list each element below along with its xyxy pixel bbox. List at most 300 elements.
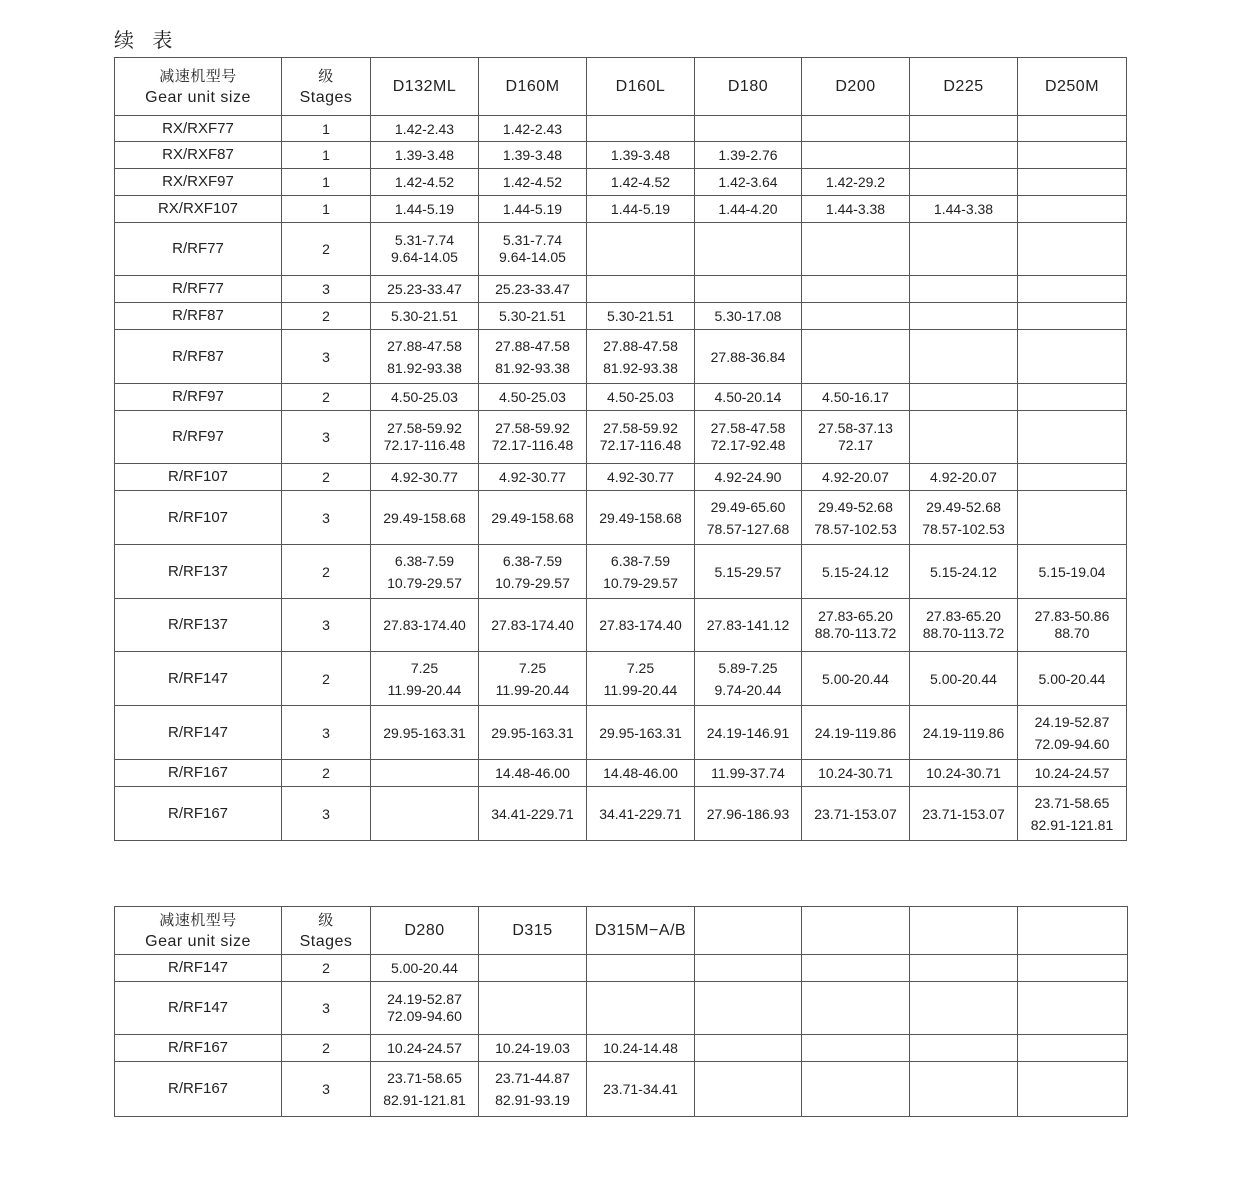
table-row [115,169,1127,196]
ratio-cell [371,491,479,545]
ratio-range: 1.42-2.43 [502,120,563,137]
ratio-range: 81.92-93.38 [603,359,678,376]
ratio-cell [371,1035,479,1062]
column-header-6 [910,907,1018,955]
ratio-cell [587,982,695,1035]
ratio-cell [802,303,910,330]
ratio-cell [1018,545,1127,599]
ratio-cell [802,142,910,169]
ratio-cell [587,411,695,464]
column-header-4 [695,907,802,955]
ratio-range: 23.71-34.41 [603,1081,678,1097]
ratio-range: 5.89-7.25 [718,659,778,676]
ratio-cell [1018,303,1127,330]
ratio-cell [479,982,587,1035]
model-cell: RX/RXF107 [115,196,282,223]
ratio-range: 5.00-20.44 [930,670,997,687]
ratio-range: 6.38-7.59 [610,552,671,569]
ratio-range: 29.49-158.68 [599,509,682,526]
model-cell: RX/RXF87 [115,142,282,169]
stage-cell: 2 [282,223,371,276]
ratio-range: 4.92-30.77 [607,469,674,485]
table-row [115,411,1127,464]
model-cell: R/RF167 [115,1062,282,1117]
ratio-range: 6.38-7.59 [394,552,455,569]
ratio-cell [1018,196,1127,223]
ratio-range: 78.57-102.53 [922,520,1005,537]
ratio-cell [910,464,1018,491]
ratio-range: 1.42-4.52 [502,174,563,190]
ratio-cell [802,599,910,652]
column-header-6: D225 [910,58,1018,116]
ratio-range: 24.19-52.87 [387,991,462,1007]
ratio-range: 7.25 [518,659,547,676]
ratio-cell [479,223,587,276]
ratio-cell [802,223,910,276]
ratio-range: 82.91-121.81 [383,1092,466,1108]
ratio-range: 9.74-20.44 [714,681,782,698]
ratio-cell [910,652,1018,706]
ratio-range: 23.71-58.65 [387,1070,462,1086]
ratio-cell [695,464,802,491]
stage-cell: 3 [282,330,371,384]
ratio-cell [802,652,910,706]
ratio-cell [802,330,910,384]
table-row [115,706,1127,760]
ratio-range: 10.24-30.71 [818,765,893,781]
ratio-cell [371,169,479,196]
ratio-cell [802,760,910,787]
table-header-row [115,907,1128,955]
ratio-cell [371,116,479,142]
table-row [115,196,1127,223]
ratio-cell [479,787,587,841]
ratio-cell [802,545,910,599]
ratio-range: 72.17-116.48 [383,437,466,453]
ratio-range: 10.24-30.71 [926,765,1001,781]
ratio-range: 5.15-29.57 [714,563,782,580]
ratio-cell [371,760,479,787]
ratio-range: 78.57-102.53 [814,520,897,537]
column-header-4: D180 [695,58,802,116]
ratio-range: 88.70 [1054,625,1090,641]
model-header-en: Gear unit size [145,88,251,106]
ratio-cell [910,599,1018,652]
ratio-range: 29.49-65.60 [710,498,786,515]
column-header-7 [1018,907,1128,955]
ratio-range: 1.44-5.19 [502,201,563,217]
ratio-cell [1018,955,1128,982]
stages-header-en: Stages [299,932,353,950]
ratio-cell [695,1062,802,1117]
model-cell: R/RF77 [115,276,282,303]
ratio-range: 11.99-37.74 [711,765,785,781]
ratio-cell [1018,142,1127,169]
ratio-range: 1.44-3.38 [825,201,886,217]
ratio-cell [1018,652,1127,706]
column-header-5 [802,907,910,955]
ratio-range: 23.71-44.87 [495,1070,570,1086]
ratio-range: 5.00-20.44 [822,670,889,687]
ratio-cell [802,196,910,223]
table-row [115,303,1127,330]
table-row [115,384,1127,411]
ratio-cell [479,955,587,982]
ratio-cell [695,330,802,384]
ratio-cell [371,706,479,760]
ratio-range: 5.15-24.12 [930,563,997,580]
model-header-cn: 减速机型号 [159,910,237,929]
ratio-cell [479,303,587,330]
ratio-cell [1018,599,1127,652]
ratio-cell [695,303,802,330]
model-cell: R/RF87 [115,303,282,330]
ratio-cell [1018,169,1127,196]
ratio-range: 1.42-4.52 [610,174,671,190]
ratio-cell [910,116,1018,142]
table-row [115,1062,1128,1117]
model-header [115,58,282,116]
ratio-cell [1018,330,1127,384]
page-title: 续 表 [114,28,179,52]
column-header-3: D315M−A/B [587,907,695,955]
column-header-1: D280 [371,907,479,955]
ratio-range: 9.64-14.05 [499,249,566,265]
ratio-cell [587,276,695,303]
ratio-cell [479,491,587,545]
table-header-row [115,58,1127,116]
ratio-cell [695,223,802,276]
ratio-range: 23.71-153.07 [922,805,1005,822]
ratio-cell [1018,223,1127,276]
ratio-range: 10.79-29.57 [387,574,462,591]
ratio-cell [371,303,479,330]
ratio-range: 29.49-52.68 [818,498,893,515]
gear-ratio-table-1 [114,57,1127,841]
model-cell: R/RF147 [115,982,282,1035]
ratio-range: 5.15-19.04 [1038,563,1106,580]
model-header [115,907,282,955]
ratio-range: 1.44-3.38 [933,201,994,217]
ratio-range: 1.44-5.19 [394,201,455,217]
ratio-range: 4.50-25.03 [607,389,674,405]
ratio-cell [695,196,802,223]
ratio-cell [587,116,695,142]
ratio-cell [371,1062,479,1117]
ratio-cell [371,330,479,384]
ratio-cell [695,411,802,464]
ratio-cell [1018,1062,1128,1117]
ratio-cell [1018,384,1127,411]
ratio-cell [910,545,1018,599]
ratio-cell [371,787,479,841]
ratio-range: 5.30-21.51 [391,308,458,324]
stage-cell: 1 [282,196,371,223]
ratio-range: 24.19-119.86 [814,724,897,741]
ratio-cell [479,196,587,223]
model-cell: R/RF147 [115,652,282,706]
ratio-range: 81.92-93.38 [495,359,570,376]
stage-cell: 1 [282,142,371,169]
ratio-range: 10.79-29.57 [495,574,570,591]
ratio-cell [695,142,802,169]
ratio-cell [479,384,587,411]
column-header-2: D160M [479,58,587,116]
ratio-range: 4.50-16.17 [822,389,889,405]
ratio-range: 88.70-113.72 [814,625,897,641]
model-cell: RX/RXF77 [115,116,282,142]
ratio-cell [802,384,910,411]
ratio-cell [587,169,695,196]
ratio-cell [802,464,910,491]
ratio-cell [1018,411,1127,464]
stage-cell: 2 [282,652,371,706]
ratio-cell [587,1035,695,1062]
stage-cell: 1 [282,169,371,196]
ratio-range: 25.23-33.47 [495,281,570,297]
table-row [115,1035,1128,1062]
ratio-cell [910,276,1018,303]
ratio-range: 4.92-30.77 [499,469,566,485]
ratio-range: 24.19-119.86 [922,724,1005,741]
ratio-cell [587,760,695,787]
stage-cell: 2 [282,760,371,787]
model-cell: R/RF97 [115,411,282,464]
ratio-cell [802,491,910,545]
ratio-range: 27.88-36.84 [710,348,786,365]
column-header-7: D250M [1018,58,1127,116]
model-cell: R/RF97 [115,384,282,411]
model-cell: R/RF167 [115,760,282,787]
ratio-cell [371,599,479,652]
model-cell: R/RF107 [115,491,282,545]
ratio-range: 29.49-158.68 [491,509,574,526]
model-cell: R/RF147 [115,706,282,760]
ratio-cell [587,330,695,384]
ratio-cell [695,706,802,760]
ratio-range: 5.31-7.74 [394,232,455,248]
ratio-cell [587,955,695,982]
model-cell: R/RF107 [115,464,282,491]
table-row [115,545,1127,599]
ratio-cell [479,652,587,706]
ratio-range: 10.24-24.57 [1034,765,1110,781]
ratio-range: 29.95-163.31 [491,724,574,741]
ratio-range: 4.50-25.03 [499,389,566,405]
ratio-cell [695,982,802,1035]
ratio-range: 1.42-29.2 [825,174,886,190]
ratio-range: 10.79-29.57 [603,574,678,591]
ratio-range: 88.70-113.72 [922,625,1005,641]
ratio-range: 1.44-5.19 [610,201,671,217]
ratio-cell [371,955,479,982]
ratio-range: 27.58-37.13 [818,420,893,436]
ratio-range: 5.00-20.44 [391,960,458,976]
ratio-range: 5.00-20.44 [1038,670,1106,687]
table-row [115,276,1127,303]
ratio-cell [802,411,910,464]
ratio-range: 14.48-46.00 [603,765,678,781]
table-row [115,491,1127,545]
ratio-cell [479,464,587,491]
model-cell: R/RF137 [115,599,282,652]
ratio-range: 4.92-30.77 [391,469,458,485]
ratio-range: 10.24-24.57 [387,1040,462,1056]
ratio-cell [1018,1035,1128,1062]
ratio-range: 72.17-116.48 [599,437,682,453]
model-cell: R/RF167 [115,1035,282,1062]
ratio-range: 7.25 [410,659,439,676]
ratio-range: 82.91-93.19 [495,1092,570,1108]
ratio-range: 23.71-58.65 [1034,794,1110,811]
ratio-cell [371,982,479,1035]
ratio-range: 11.99-20.44 [603,681,678,698]
ratio-range: 72.09-94.60 [387,1008,462,1024]
ratio-cell [802,169,910,196]
ratio-cell [371,652,479,706]
ratio-range: 1.39-3.48 [502,147,563,163]
ratio-range: 4.92-24.90 [714,469,782,485]
ratio-cell [695,955,802,982]
stage-cell: 1 [282,116,371,142]
ratio-range: 5.30-17.08 [714,308,782,324]
ratio-range: 27.83-174.40 [383,617,466,633]
ratio-range: 5.15-24.12 [822,563,889,580]
ratio-cell [910,760,1018,787]
ratio-range: 25.23-33.47 [387,281,462,297]
stage-cell: 3 [282,491,371,545]
ratio-range: 72.09-94.60 [1034,735,1110,752]
stage-cell: 3 [282,787,371,841]
ratio-cell [587,1062,695,1117]
stage-cell: 2 [282,545,371,599]
stages-header [282,58,371,116]
stages-header-cn: 级 [318,66,334,85]
stage-cell: 2 [282,384,371,411]
ratio-range: 10.24-19.03 [495,1040,570,1056]
ratio-range: 10.24-14.48 [603,1040,678,1056]
stage-cell: 2 [282,955,371,982]
ratio-cell [479,411,587,464]
table-row [115,142,1127,169]
stage-cell: 2 [282,464,371,491]
model-cell: R/RF147 [115,955,282,982]
model-header-cn: 减速机型号 [159,66,237,85]
stages-header-en: Stages [299,88,353,106]
ratio-cell [587,706,695,760]
ratio-range: 82.91-121.81 [1030,816,1114,833]
ratio-cell [910,1062,1018,1117]
ratio-range: 27.58-59.92 [495,420,570,436]
ratio-cell [910,411,1018,464]
model-cell: RX/RXF97 [115,169,282,196]
ratio-range: 1.42-3.64 [718,174,778,190]
ratio-range: 4.50-25.03 [391,389,458,405]
ratio-cell [479,116,587,142]
ratio-cell [587,599,695,652]
table-row [115,223,1127,276]
ratio-cell [802,955,910,982]
stage-cell: 3 [282,276,371,303]
ratio-range: 72.17-92.48 [710,437,786,453]
ratio-cell [695,545,802,599]
ratio-range: 34.41-229.71 [599,805,682,822]
ratio-cell [1018,982,1128,1035]
ratio-cell [910,384,1018,411]
ratio-range: 1.39-3.48 [610,147,671,163]
ratio-range: 29.95-163.31 [599,724,682,741]
stage-cell: 3 [282,1062,371,1117]
ratio-range: 27.83-65.20 [926,608,1001,624]
ratio-cell [802,706,910,760]
ratio-cell [695,652,802,706]
stage-cell: 2 [282,303,371,330]
ratio-range: 27.88-47.58 [495,337,570,354]
ratio-range: 29.95-163.31 [383,724,466,741]
ratio-range: 4.92-20.07 [822,469,889,485]
ratio-range: 81.92-93.38 [387,359,462,376]
ratio-cell [1018,787,1127,841]
ratio-cell [910,706,1018,760]
ratio-range: 27.88-47.58 [603,337,678,354]
ratio-cell [371,196,479,223]
ratio-cell [695,169,802,196]
ratio-range: 27.58-47.58 [710,420,786,436]
column-header-1: D132ML [371,58,479,116]
ratio-range: 5.31-7.74 [502,232,563,248]
ratio-range: 29.49-52.68 [926,498,1001,515]
ratio-range: 24.19-52.87 [1034,713,1110,730]
ratio-range: 1.42-4.52 [394,174,455,190]
ratio-cell [910,491,1018,545]
table-row [115,116,1127,142]
stage-cell: 2 [282,1035,371,1062]
ratio-cell [910,955,1018,982]
stage-cell: 3 [282,411,371,464]
ratio-cell [910,303,1018,330]
ratio-range: 72.17 [837,437,874,453]
ratio-cell [1018,760,1127,787]
table-row [115,652,1127,706]
ratio-cell [371,276,479,303]
table-row [115,760,1127,787]
ratio-range: 27.83-174.40 [599,617,682,633]
ratio-cell [802,982,910,1035]
column-header-2: D315 [479,907,587,955]
ratio-cell [695,599,802,652]
ratio-cell [910,196,1018,223]
ratio-range: 11.99-20.44 [387,681,462,698]
ratio-range: 1.44-4.20 [718,201,778,217]
model-cell: R/RF167 [115,787,282,841]
ratio-cell [1018,276,1127,303]
ratio-range: 34.41-229.71 [491,805,574,822]
ratio-cell [371,411,479,464]
ratio-cell [479,330,587,384]
stage-cell: 3 [282,599,371,652]
ratio-cell [910,330,1018,384]
ratio-cell [371,545,479,599]
gear-ratio-table-2 [114,906,1128,1117]
ratio-cell [479,1035,587,1062]
table-row [115,599,1127,652]
ratio-range: 11.99-20.44 [495,681,570,698]
ratio-range: 5.30-21.51 [499,308,566,324]
table-row [115,787,1127,841]
ratio-cell [479,706,587,760]
ratio-range: 27.83-65.20 [818,608,893,624]
ratio-cell [479,276,587,303]
